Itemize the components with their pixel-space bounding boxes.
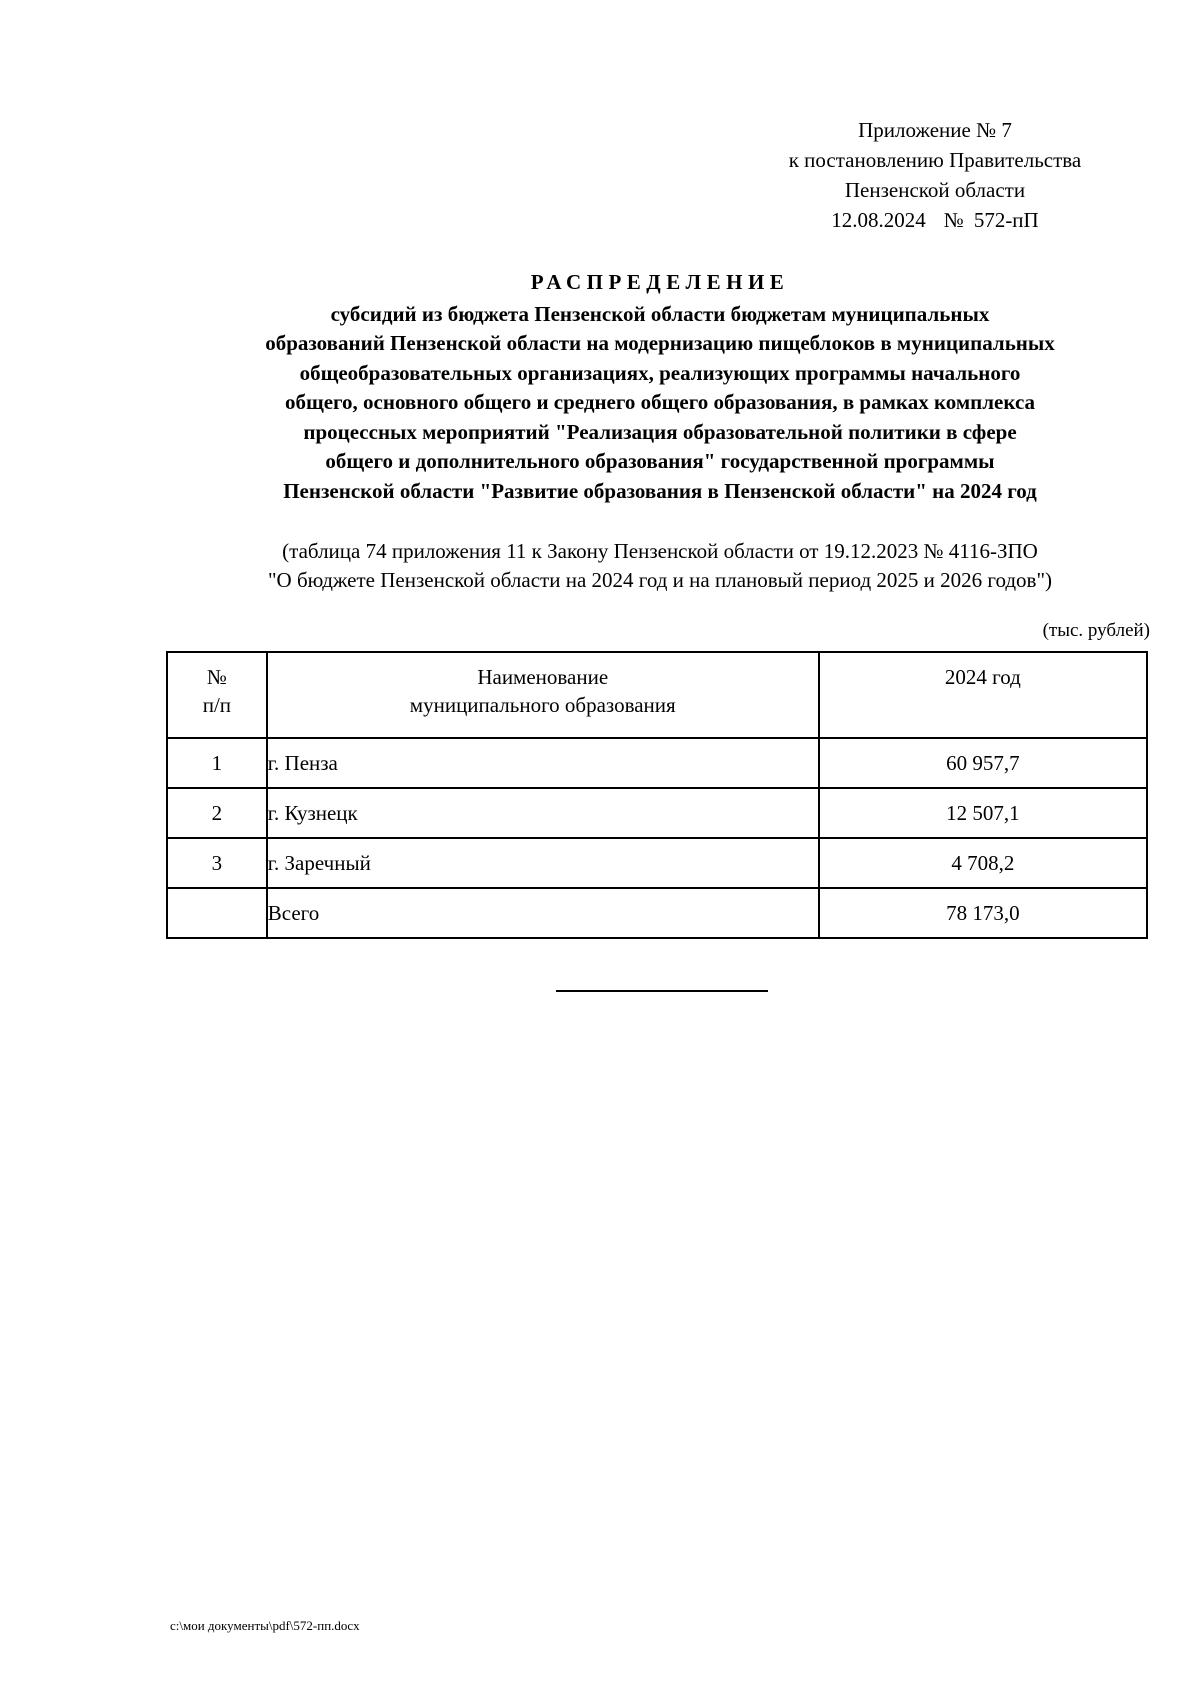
table-row bbox=[167, 738, 1147, 788]
title-line: процессных мероприятий "Реализация образовательной политики в сфере bbox=[303, 419, 1017, 444]
header-name bbox=[267, 652, 819, 738]
title-main: РАСПРЕДЕЛЕНИЕ bbox=[530, 270, 790, 294]
row-number: 2 bbox=[167, 788, 267, 838]
title-line: общего, основного общего и среднего общего образования, в рамках комплекса bbox=[284, 390, 1036, 414]
number-sign: № bbox=[943, 208, 964, 232]
title-line: Пензенской области "Развитие образования в Пензенской области" на 2024 год bbox=[283, 478, 1037, 503]
header-year: 2024 год bbox=[819, 652, 1147, 738]
appendix-number: Приложение № 7 bbox=[858, 118, 1012, 142]
end-divider bbox=[556, 990, 768, 992]
row-name: г. Кузнецк bbox=[267, 788, 819, 838]
row-number bbox=[167, 888, 267, 938]
appendix-region: Пензенской области bbox=[844, 178, 1026, 202]
row-value: 4 708,2 bbox=[819, 838, 1147, 888]
source-line: (таблица 74 приложения 11 к Закону Пензенской области от 19.12.2023 № 4116-ЗПО bbox=[282, 539, 1038, 563]
appendix-date-number bbox=[770, 205, 1100, 235]
row-number: 1 bbox=[167, 738, 267, 788]
units-label: (тыс. рублей) bbox=[1042, 620, 1150, 641]
source-line: "О бюджете Пензенской области на 2024 год и на плановый период 2025 и 2026 годов") bbox=[267, 568, 1053, 592]
legal-source bbox=[130, 537, 1190, 595]
row-number: 3 bbox=[167, 838, 267, 888]
title-line: общеобразовательных организациях, реализующих программы начального bbox=[299, 360, 1021, 385]
row-name: Всего bbox=[267, 888, 819, 938]
title-line: образований Пензенской области на модернизацию пищеблоков в муниципальных bbox=[265, 331, 1055, 355]
title-line: общего и дополнительного образования" государственной программы bbox=[325, 449, 995, 473]
table-row bbox=[167, 788, 1147, 838]
document-title bbox=[130, 268, 1190, 506]
header-num-line: № bbox=[206, 665, 227, 689]
resolution-date: 12.08.2024 bbox=[831, 208, 926, 232]
footer-file-path: c:\мои документы\pdf\572-пп.docx bbox=[170, 1618, 360, 1633]
row-name: г. Пенза bbox=[267, 738, 819, 788]
header-num bbox=[167, 652, 267, 738]
row-name: г. Заречный bbox=[267, 838, 819, 888]
resolution-number: 572-пП bbox=[973, 208, 1039, 232]
row-value: 60 957,7 bbox=[819, 738, 1147, 788]
appendix-header bbox=[770, 115, 1100, 235]
header-name-line: муниципального образования bbox=[409, 693, 676, 717]
table-total-row bbox=[167, 888, 1147, 938]
row-value: 12 507,1 bbox=[819, 788, 1147, 838]
table-row bbox=[167, 838, 1147, 888]
table-header-row bbox=[167, 652, 1147, 738]
title-line: субсидий из бюджета Пензенской области бюджетам муниципальных bbox=[330, 301, 990, 326]
appendix-resolution-ref: к постановлению Правительства bbox=[788, 148, 1082, 172]
header-num-line: п/п bbox=[202, 693, 232, 717]
header-name-line: Наименование bbox=[477, 665, 609, 689]
distribution-table bbox=[166, 651, 1148, 939]
row-value: 78 173,0 bbox=[819, 888, 1147, 938]
